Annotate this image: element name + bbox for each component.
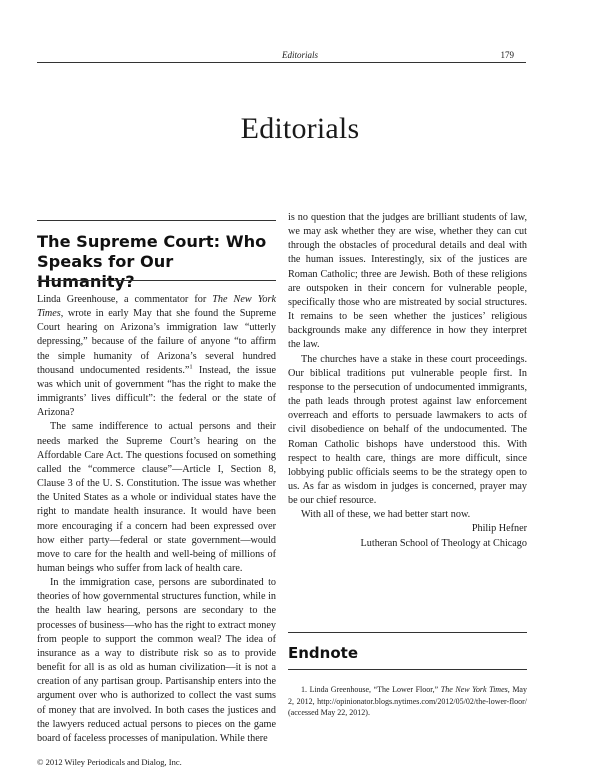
endnote-text-b: , May 2, 2012, http://opinionator.blogs.nytimes.com/2012/05/02/the-lower-floor/ (accessed May 22, 2012). (288, 685, 527, 717)
copyright: © 2012 Wiley Periodicals and Dialog, Inc. (37, 757, 182, 767)
author-affiliation: Lutheran School of Theology at Chicago (360, 537, 527, 549)
paragraph-5: With all of these, we had better start now. (301, 509, 471, 521)
left-column (37, 293, 276, 746)
paragraph-2: The same indifference to actual persons and their needs marked the Supreme Court’s hearing on the Affordable Care Act. The questions focused on something called the “commerce clause”—Article I, Section 8, Clause 3 of the U. S. Constitution. The issue was whether the United States as a whole or individual states have the right to mandate health insurance. It would have been more encouraging if a concern had been expressed over how either party—federal or state government—would move to care for the health and well-being of millions of human beings who suffer from lack of health care. (37, 421, 276, 574)
paragraph-4: The churches have a stake in these court proceedings. Our biblical traditions put vulnerable people first. In response to the persecution of undocumented immigrants, the path leads through protest against law enforcement overreach and efforts to persuade lawmakers to acts of civil disobedience on behalf of the undocumented. The Roman Catholic bishops have understood this. With respect to health care, things are more difficult, since lobbying public officials seems to be the strategy open to us. As far as wisdom in judges is concerned, prayer may be our chief resource. (288, 353, 527, 507)
right-column (288, 211, 527, 551)
author-name: Philip Hefner (471, 523, 527, 535)
source-title: The New York Times (37, 294, 277, 320)
endnote-rule (288, 669, 527, 670)
paragraph-1: Linda Greenhouse, a commentator for The New York Times, wrote in early May that she found the Supreme Court hearing on Arizona’s immigration law “utterly depressing,” because of the failure of anyone “to affirm the simple humanity of Arizona’s several hundred thousand undocumented residents.”$^1$ Instead, the issue was which unit of government “has the right to make the immigrants’ lives difficult”: the federal or the state of Arizona? (37, 294, 277, 419)
endnote-text-a: 1. Linda Greenhouse, “The Lower Floor,” (301, 685, 441, 694)
endnote-source: The New York Times (440, 685, 508, 694)
header-rule (37, 62, 526, 63)
endnote-marker: 1 (189, 363, 193, 371)
article-top-rule (37, 220, 276, 221)
endnote-heading: Endnote (288, 644, 358, 662)
paragraph-3: In the immigration case, persons are subordinated to theories of how governmental structures function, while in the health law hearing, persons are secondary to the processes of business—who has the right to extract money from people to support the common weal? The idea of insurance as a way to distribute risk so as to provide benefit for all is as old as human civilization—it is not a creation of any partisan group. Partisanship enters into the argument over who is authorized to collect the vast sums of money that are involved. In both cases the justices and the lawyers reduced actual persons to pieces on the game board of faceless processes of manipulation. While there (37, 577, 276, 744)
endnote-top-rule (288, 632, 527, 633)
running-head: Editorials (281, 50, 318, 60)
page-title: Editorials (240, 112, 360, 145)
paragraph-3-continued: is no question that the judges are brilliant students of law, we may ask whether they are wise, whether they can cut through the obstacles of procedural details and deal with the human issues. Interestingly, six of the justices are Roman Catholic; three are Jewish. Both of these religions are outspoken in their concern for vulnerable people, specifically those who are mistreated by social structures. It remains to be seen whether the justices’ religious backgrounds make any difference in how they interpret the law. (288, 212, 527, 351)
article-title-rule (37, 280, 276, 281)
article-title: The Supreme Court: Who Speaks for Our Humanity? (37, 232, 267, 291)
page-number: 179 (500, 50, 514, 60)
endnote-text (288, 684, 527, 719)
